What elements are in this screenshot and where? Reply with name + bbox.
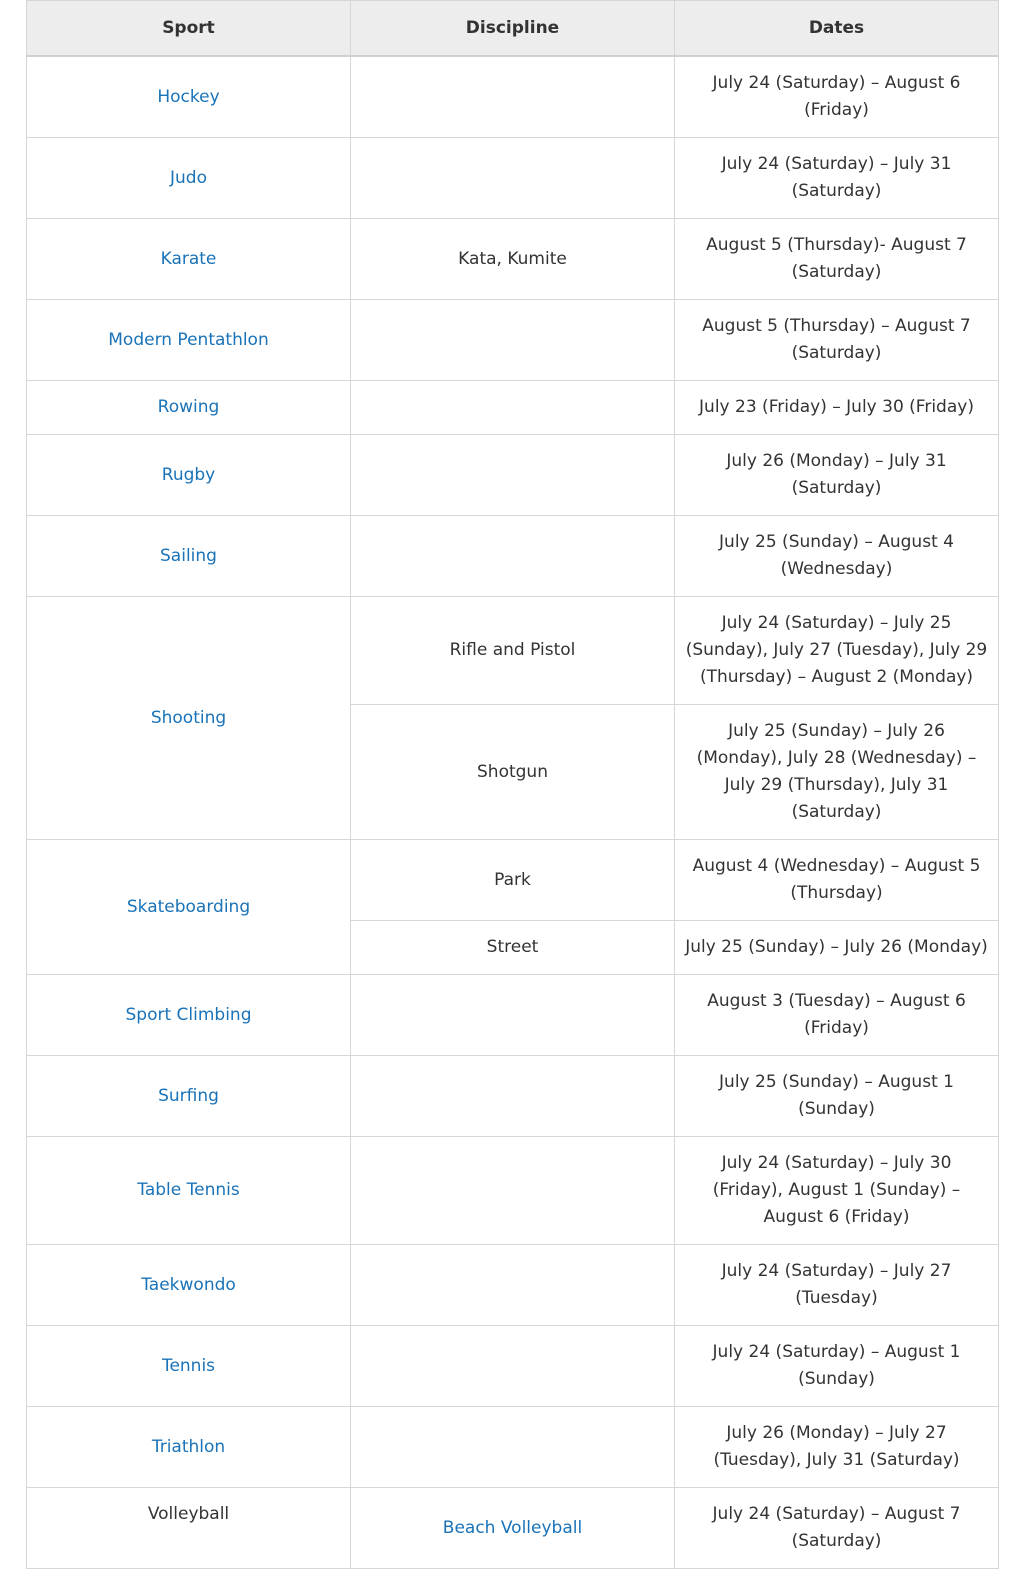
discipline-cell: [351, 56, 675, 138]
sport-link-sailing[interactable]: Sailing: [160, 545, 217, 566]
sport-cell: [27, 840, 351, 975]
sport-link-triathlon[interactable]: Triathlon: [151, 1436, 226, 1457]
discipline-cell: [351, 516, 675, 597]
discipline-cell: Rifle and Pistol: [351, 597, 675, 705]
discipline-cell: Street: [351, 921, 675, 975]
sport-cell: [27, 56, 351, 138]
discipline-cell: [351, 1137, 675, 1245]
sport-cell: [27, 1407, 351, 1488]
table-row: [27, 1326, 999, 1407]
table-row: [27, 381, 999, 435]
sport-cell-volleyball: Volleyball: [27, 1488, 351, 1569]
discipline-cell: [351, 1488, 675, 1569]
sport-link-judo[interactable]: Judo: [170, 167, 207, 188]
sport-cell: [27, 516, 351, 597]
sport-link-table-tennis[interactable]: Table Tennis: [137, 1180, 240, 1200]
header-row: [27, 1, 999, 57]
table-row: [27, 1245, 999, 1326]
sport-link-rowing[interactable]: Rowing: [157, 397, 220, 417]
schedule-table: [26, 0, 999, 1569]
table-row: [27, 300, 999, 381]
dates-cell: July 24 (Saturday) – July 25 (Sunday), July 27 (Tuesday), July 29 (Thursday) – August 2 (Monday): [675, 597, 999, 705]
discipline-cell: [351, 1407, 675, 1488]
dates-cell: August 4 (Wednesday) – August 5 (Thursday): [675, 840, 999, 921]
sport-link-skateboarding[interactable]: Skateboarding: [126, 896, 251, 917]
dates-cell: July 24 (Saturday) – July 31 (Saturday): [675, 138, 999, 219]
dates-cell: July 25 (Sunday) – July 26 (Monday), July 28 (Wednesday) – July 29 (Thursday), July 31 (Saturday): [675, 705, 999, 840]
sport-cell: [27, 435, 351, 516]
dates-cell: July 23 (Friday) – July 30 (Friday): [675, 381, 999, 435]
dates-cell: August 3 (Tuesday) – August 6 (Friday): [675, 975, 999, 1056]
sport-cell: [27, 138, 351, 219]
sport-cell: [27, 597, 351, 840]
table-row: [27, 975, 999, 1056]
discipline-cell: [351, 1056, 675, 1137]
sport-cell: [27, 1245, 351, 1326]
discipline-cell: Park: [351, 840, 675, 921]
sport-link-rugby[interactable]: Rugby: [161, 464, 216, 485]
dates-cell: July 24 (Saturday) – August 7 (Saturday): [675, 1488, 999, 1569]
sport-cell: [27, 219, 351, 300]
sport-link-tennis[interactable]: Tennis: [161, 1355, 216, 1376]
table-row: [27, 840, 999, 921]
dates-cell: July 24 (Saturday) – August 1 (Sunday): [675, 1326, 999, 1407]
dates-cell: July 24 (Saturday) – August 6 (Friday): [675, 56, 999, 138]
dates-cell: July 25 (Sunday) – July 26 (Monday): [675, 921, 999, 975]
sport-link-karate[interactable]: Karate: [160, 248, 217, 269]
header-discipline: Discipline: [351, 1, 675, 57]
table-row: [27, 1137, 999, 1245]
table-row: [27, 1056, 999, 1137]
table-row: [27, 516, 999, 597]
dates-cell: July 25 (Sunday) – August 1 (Sunday): [675, 1056, 999, 1137]
table-row: [27, 435, 999, 516]
sport-link-sport-climbing[interactable]: Sport Climbing: [125, 1004, 252, 1025]
sport-cell: [27, 300, 351, 381]
sport-link-modern-pentathlon[interactable]: Modern Pentathlon: [108, 329, 269, 350]
discipline-cell: [351, 1245, 675, 1326]
discipline-cell: Kata, Kumite: [351, 219, 675, 300]
discipline-cell: [351, 381, 675, 435]
discipline-cell: [351, 1326, 675, 1407]
table-row: [27, 56, 999, 138]
dates-cell: July 24 (Saturday) – July 27 (Tuesday): [675, 1245, 999, 1326]
header-sport: Sport: [27, 1, 351, 57]
sport-cell: [27, 1326, 351, 1407]
table-row: [27, 1488, 999, 1569]
sport-link-shooting[interactable]: Shooting: [150, 707, 227, 728]
sport-cell: [27, 381, 351, 435]
sport-link-surfing[interactable]: Surfing: [158, 1085, 219, 1106]
dates-cell: July 26 (Monday) – July 31 (Saturday): [675, 435, 999, 516]
header-dates: Dates: [675, 1, 999, 57]
sport-cell: [27, 1056, 351, 1137]
sport-cell: [27, 1137, 351, 1245]
sport-link-hockey[interactable]: Hockey: [157, 86, 220, 107]
discipline-cell: [351, 138, 675, 219]
dates-cell: August 5 (Thursday)- August 7 (Saturday): [675, 219, 999, 300]
table-row: [27, 138, 999, 219]
sport-link-taekwondo[interactable]: Taekwondo: [141, 1274, 236, 1295]
table-row: [27, 597, 999, 705]
table-row: [27, 219, 999, 300]
dates-cell: July 25 (Sunday) – August 4 (Wednesday): [675, 516, 999, 597]
discipline-cell: [351, 300, 675, 381]
discipline-cell: [351, 975, 675, 1056]
table-row: [27, 1407, 999, 1488]
dates-cell: August 5 (Thursday) – August 7 (Saturday): [675, 300, 999, 381]
dates-cell: July 24 (Saturday) – July 30 (Friday), August 1 (Sunday) – August 6 (Friday): [675, 1137, 999, 1245]
sport-cell: [27, 975, 351, 1056]
discipline-cell: [351, 435, 675, 516]
discipline-link-beach-volleyball[interactable]: Beach Volleyball: [442, 1517, 583, 1538]
discipline-cell: Shotgun: [351, 705, 675, 840]
dates-cell: July 26 (Monday) – July 27 (Tuesday), July 31 (Saturday): [675, 1407, 999, 1488]
